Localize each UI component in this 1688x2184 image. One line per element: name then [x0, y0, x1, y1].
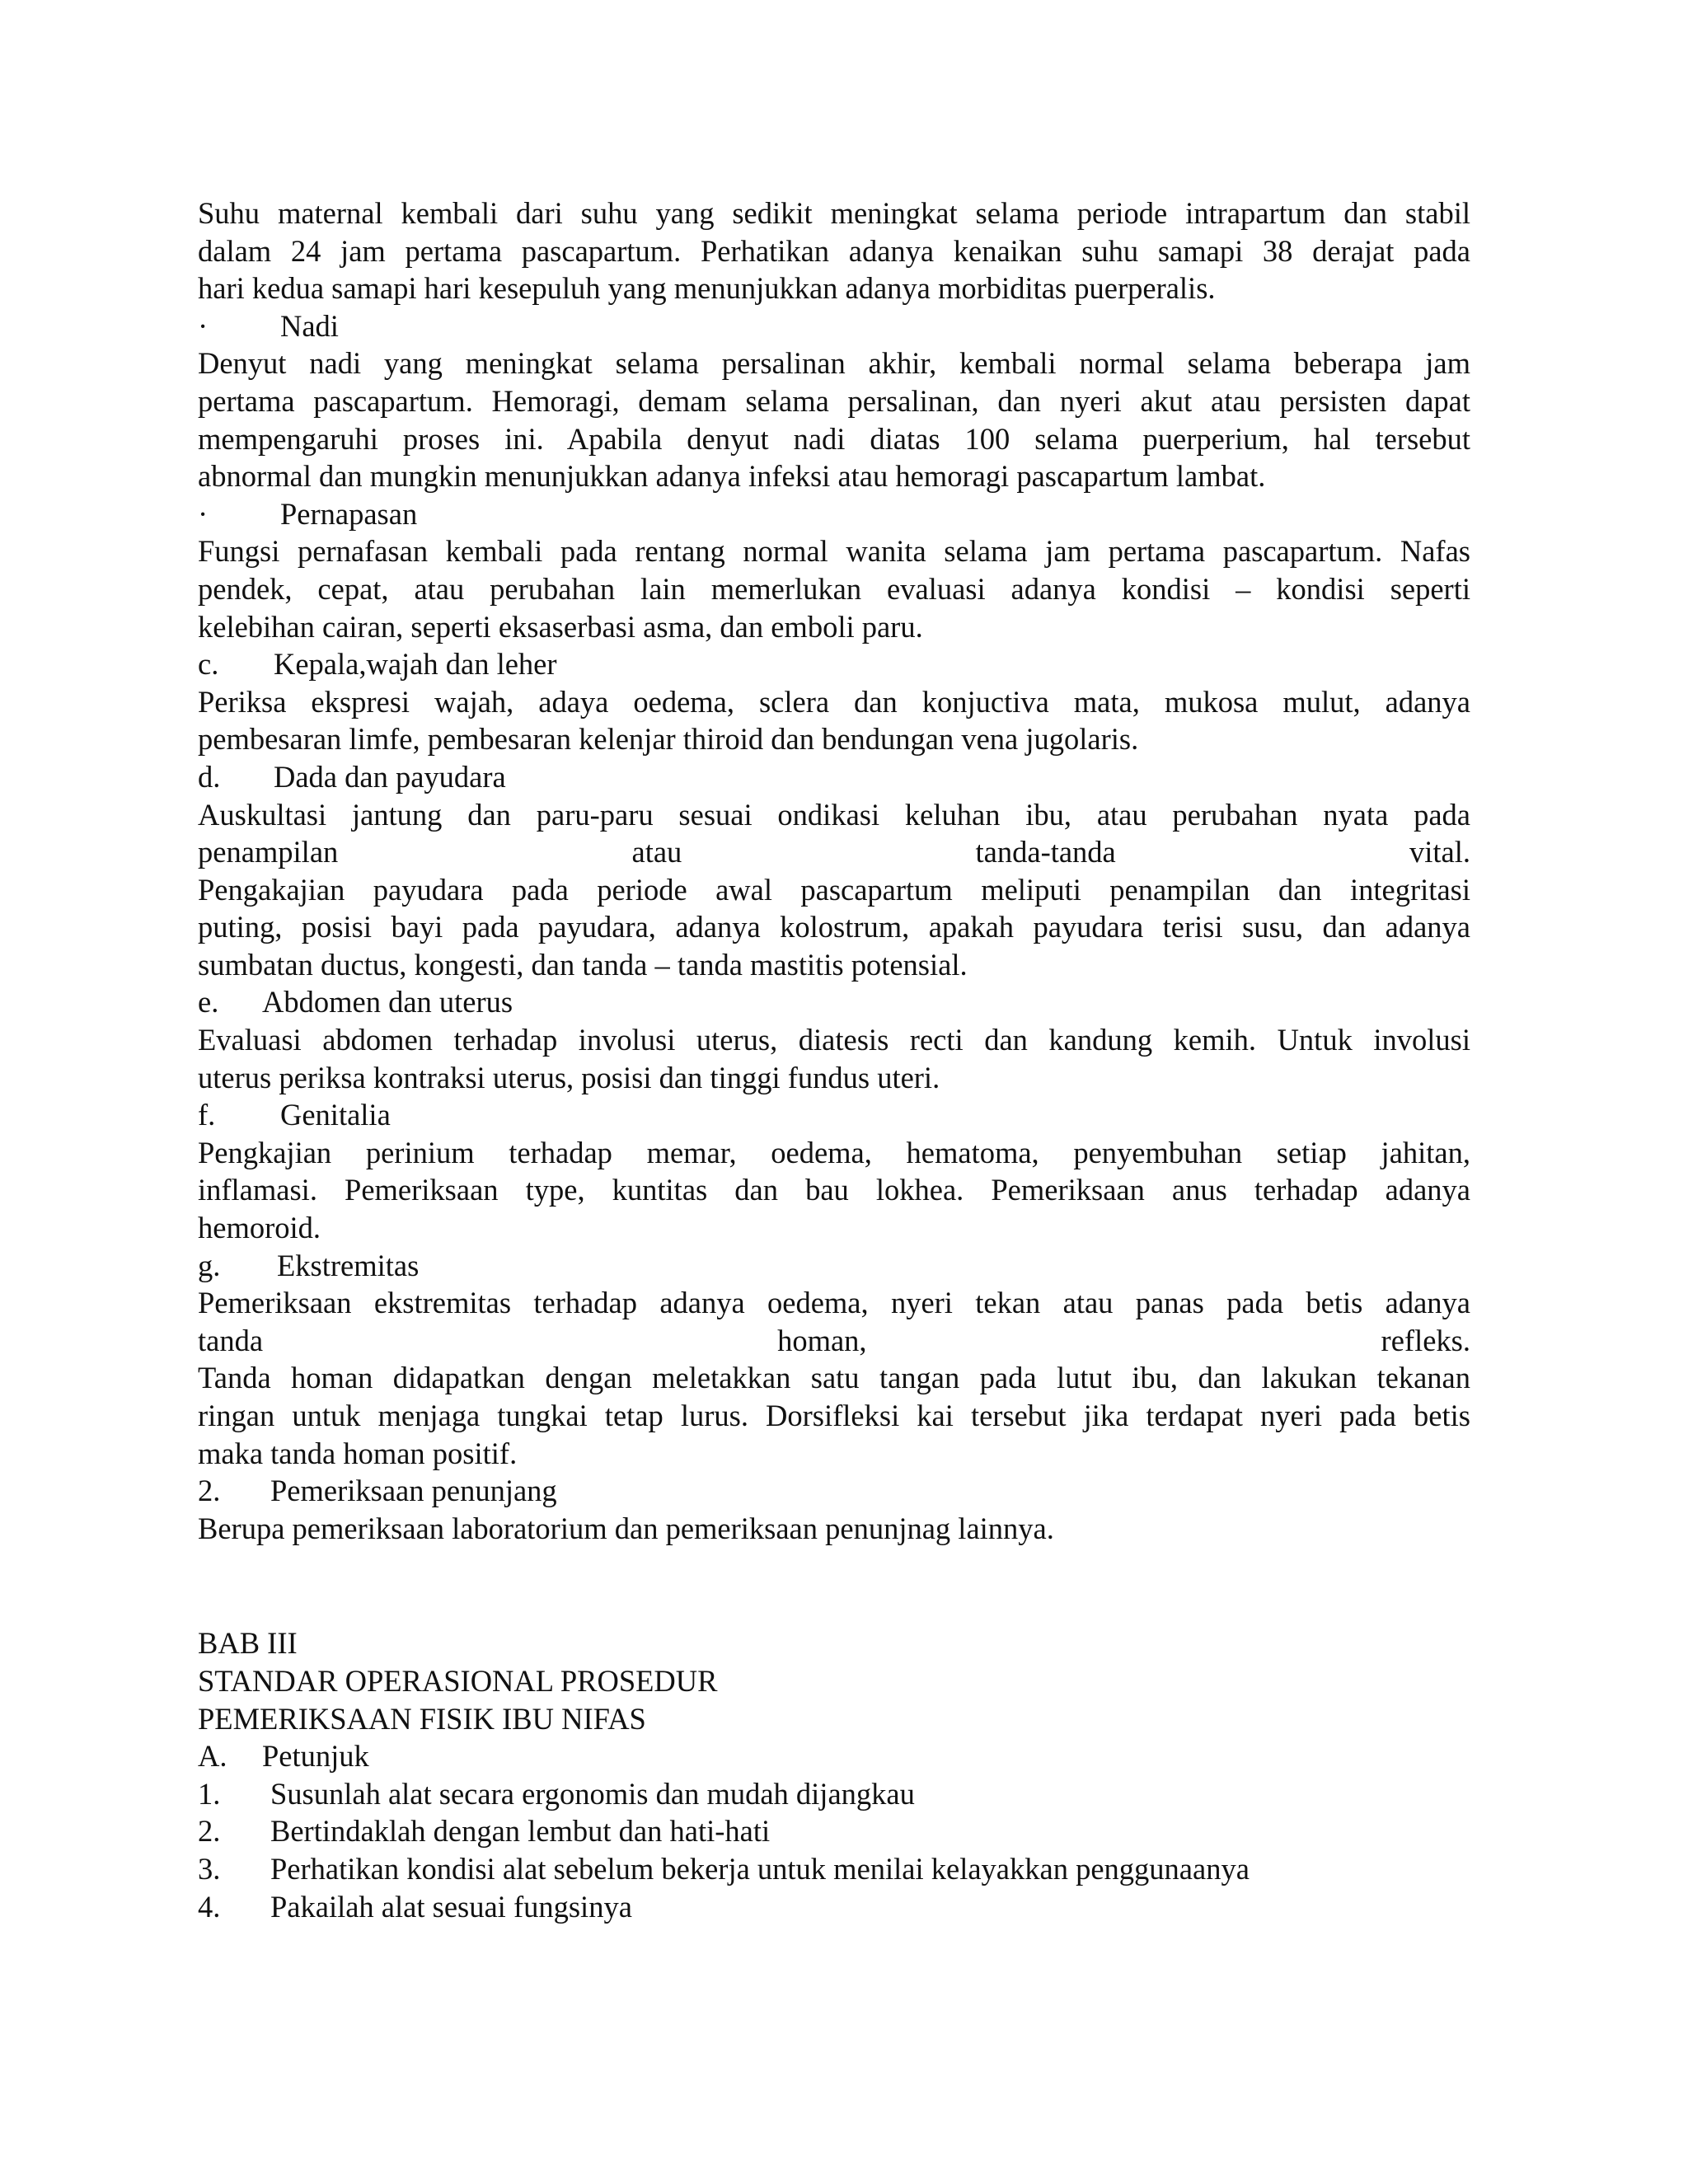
text-line: uterus periksa kontraksi uterus, posisi dan tinggi fundus uteri. [198, 1060, 940, 1094]
heading-text: Dada dan payudara [274, 759, 506, 794]
chapter-label: BAB III [198, 1626, 298, 1661]
heading-text: Petunjuk [262, 1739, 369, 1774]
text-line: Pengkajian perinium terhadap memar, oedema, hematoma, penyembuhan setiap jahitan, [198, 1135, 1470, 1169]
text-line: Evaluasi abdomen terhadap involusi uterus, diatesis recti dan kandung kemih. Untuk involusi [198, 1023, 1470, 1057]
heading-nadi [198, 307, 1470, 345]
heading-abdomen-uterus [198, 983, 1470, 1021]
text-line: Pemeriksaan ekstremitas terhadap adanya oedema, nyeri tekan atau panas pada betis adanya [198, 1286, 1470, 1320]
heading-text: Ekstremitas [277, 1248, 420, 1282]
text-line: Auskultasi jantung dan paru-paru sesuai ondikasi keluhan ibu, atau perubahan nyata pada [198, 797, 1470, 832]
list-marker: 3. [198, 1851, 221, 1886]
list-marker: d. [198, 759, 221, 794]
heading-text: Nadi [280, 308, 339, 343]
paragraph-pernapasan [198, 532, 1470, 645]
heading-pernapasan [198, 495, 1470, 533]
paragraph-kepala [198, 683, 1470, 758]
document-page [198, 194, 1470, 1925]
text-line: hemoroid. [198, 1211, 321, 1245]
list-item-text: Bertindaklah dengan lembut dan hati-hati [270, 1814, 771, 1849]
bullet-marker: · [198, 496, 209, 531]
heading-genitalia [198, 1096, 1470, 1134]
chapter-title-line-1: STANDAR OPERASIONAL PROSEDUR [198, 1663, 718, 1698]
paragraph-suhu [198, 194, 1470, 307]
list-item-text: Susunlah alat secara ergonomis dan mudah dijangkau [270, 1776, 915, 1811]
list-marker: c. [198, 647, 219, 682]
list-marker: 2. [198, 1814, 221, 1849]
list-marker: A. [198, 1739, 227, 1774]
text-line: mempengaruhi proses ini. Apabila denyut nadi diatas 100 selama puerperium, hal tersebut [198, 421, 1470, 456]
list-item [198, 1850, 1470, 1888]
list-marker: g. [198, 1248, 221, 1282]
text-line: puting, posisi bayi pada payudara, adanya kolostrum, apakah payudara terisi susu, dan adanya [198, 910, 1470, 944]
heading-pemeriksaan-penunjang [198, 1472, 1470, 1510]
text-line: inflamasi. Pemeriksaan type, kuntitas dan bau lokhea. Pemeriksaan anus terhadap adanya [198, 1173, 1470, 1207]
text-line: Periksa ekspresi wajah, adaya oedema, sclera dan konjuctiva mata, mukosa mulut, adanya [198, 684, 1470, 719]
text-line: abnormal dan mungkin menunjukkan adanya infeksi atau hemoragi pascapartum lambat. [198, 459, 1266, 494]
text-line: Denyut nadi yang meningkat selama persalinan akhir, kembali normal selama beberapa jam [198, 346, 1470, 381]
text-line: Berupa pemeriksaan laboratorium dan pemeriksaan penunjnag lainnya. [198, 1511, 1054, 1545]
text-line: Suhu maternal kembali dari suhu yang sedikit meningkat selama periode intrapartum dan stabil [198, 196, 1470, 230]
text-line: maka tanda homan positif. [198, 1436, 518, 1470]
text-line: kelebihan cairan, seperti eksaserbasi asma, dan emboli paru. [198, 609, 923, 644]
list-marker: 4. [198, 1889, 221, 1924]
paragraph-nadi [198, 344, 1470, 494]
list-item [198, 1888, 1470, 1926]
list-item-text: Perhatikan kondisi alat sebelum bekerja untuk menilai kelayakkan penggunaanya [270, 1851, 1250, 1886]
text-line: dalam 24 jam pertama pascapartum. Perhatikan adanya kenaikan suhu samapi 38 derajat pada [198, 233, 1470, 268]
heading-text: Genitalia [280, 1098, 391, 1132]
paragraph-genitalia [198, 1134, 1470, 1247]
text-line: sumbatan ductus, kongesti, dan tanda – tanda mastitis potensial. [198, 947, 968, 982]
list-item [198, 1775, 1470, 1813]
chapter-title-line-2: PEMERIKSAAN FISIK IBU NIFAS [198, 1701, 646, 1736]
heading-text: Pemeriksaan penunjang [270, 1474, 557, 1508]
heading-kepala-wajah-leher [198, 645, 1470, 683]
text-line: hari kedua samapi hari kesepuluh yang menunjukkan adanya morbiditas puerperalis. [198, 271, 1216, 306]
text-line: pendek, cepat, atau perubahan lain memerlukan evaluasi adanya kondisi – kondisi seperti [198, 571, 1470, 606]
paragraph-ekstremitas [198, 1284, 1470, 1472]
section-gap [198, 1547, 1470, 1624]
bullet-marker: · [198, 308, 209, 343]
heading-text: Abdomen dan uterus [262, 985, 513, 1019]
section-heading-petunjuk [198, 1737, 1470, 1775]
list-marker: e. [198, 985, 219, 1019]
paragraph-penunjang [198, 1510, 1470, 1548]
text-line: pembesaran limfe, pembesaran kelenjar thiroid dan bendungan vena jugolaris. [198, 722, 1139, 757]
list-item-text: Pakailah alat sesuai fungsinya [270, 1889, 632, 1924]
heading-text: Kepala,wajah dan leher [274, 647, 557, 682]
text-line: Fungsi pernafasan kembali pada rentang normal wanita selama jam pertama pascapartum. Nafas [198, 534, 1470, 569]
list-item [198, 1812, 1470, 1850]
text-line: tanda homan, refleks. [198, 1323, 1470, 1357]
paragraph-abdomen [198, 1021, 1470, 1096]
heading-dada-payudara [198, 758, 1470, 796]
text-line: Tanda homan didapatkan dengan meletakkan satu tangan pada lutut ibu, dan lakukan tekanan [198, 1361, 1470, 1395]
list-marker: f. [198, 1098, 216, 1132]
list-marker: 2. [198, 1474, 221, 1508]
list-marker: 1. [198, 1776, 221, 1811]
text-line: pertama pascapartum. Hemoragi, demam selama persalinan, dan nyeri akut atau persisten dapat [198, 383, 1470, 418]
paragraph-dada [198, 796, 1470, 984]
text-line: Pengakajian payudara pada periode awal pascapartum meliputi penampilan dan integritasi [198, 872, 1470, 907]
heading-text: Pernapasan [280, 496, 418, 531]
text-line: penampilan atau tanda-tanda vital. [198, 835, 1470, 869]
text-line: ringan untuk menjaga tungkai tetap lurus. Dorsifleksi kai tersebut jika terdapat nyeri pada betis [198, 1399, 1470, 1432]
heading-ekstremitas [198, 1247, 1470, 1285]
